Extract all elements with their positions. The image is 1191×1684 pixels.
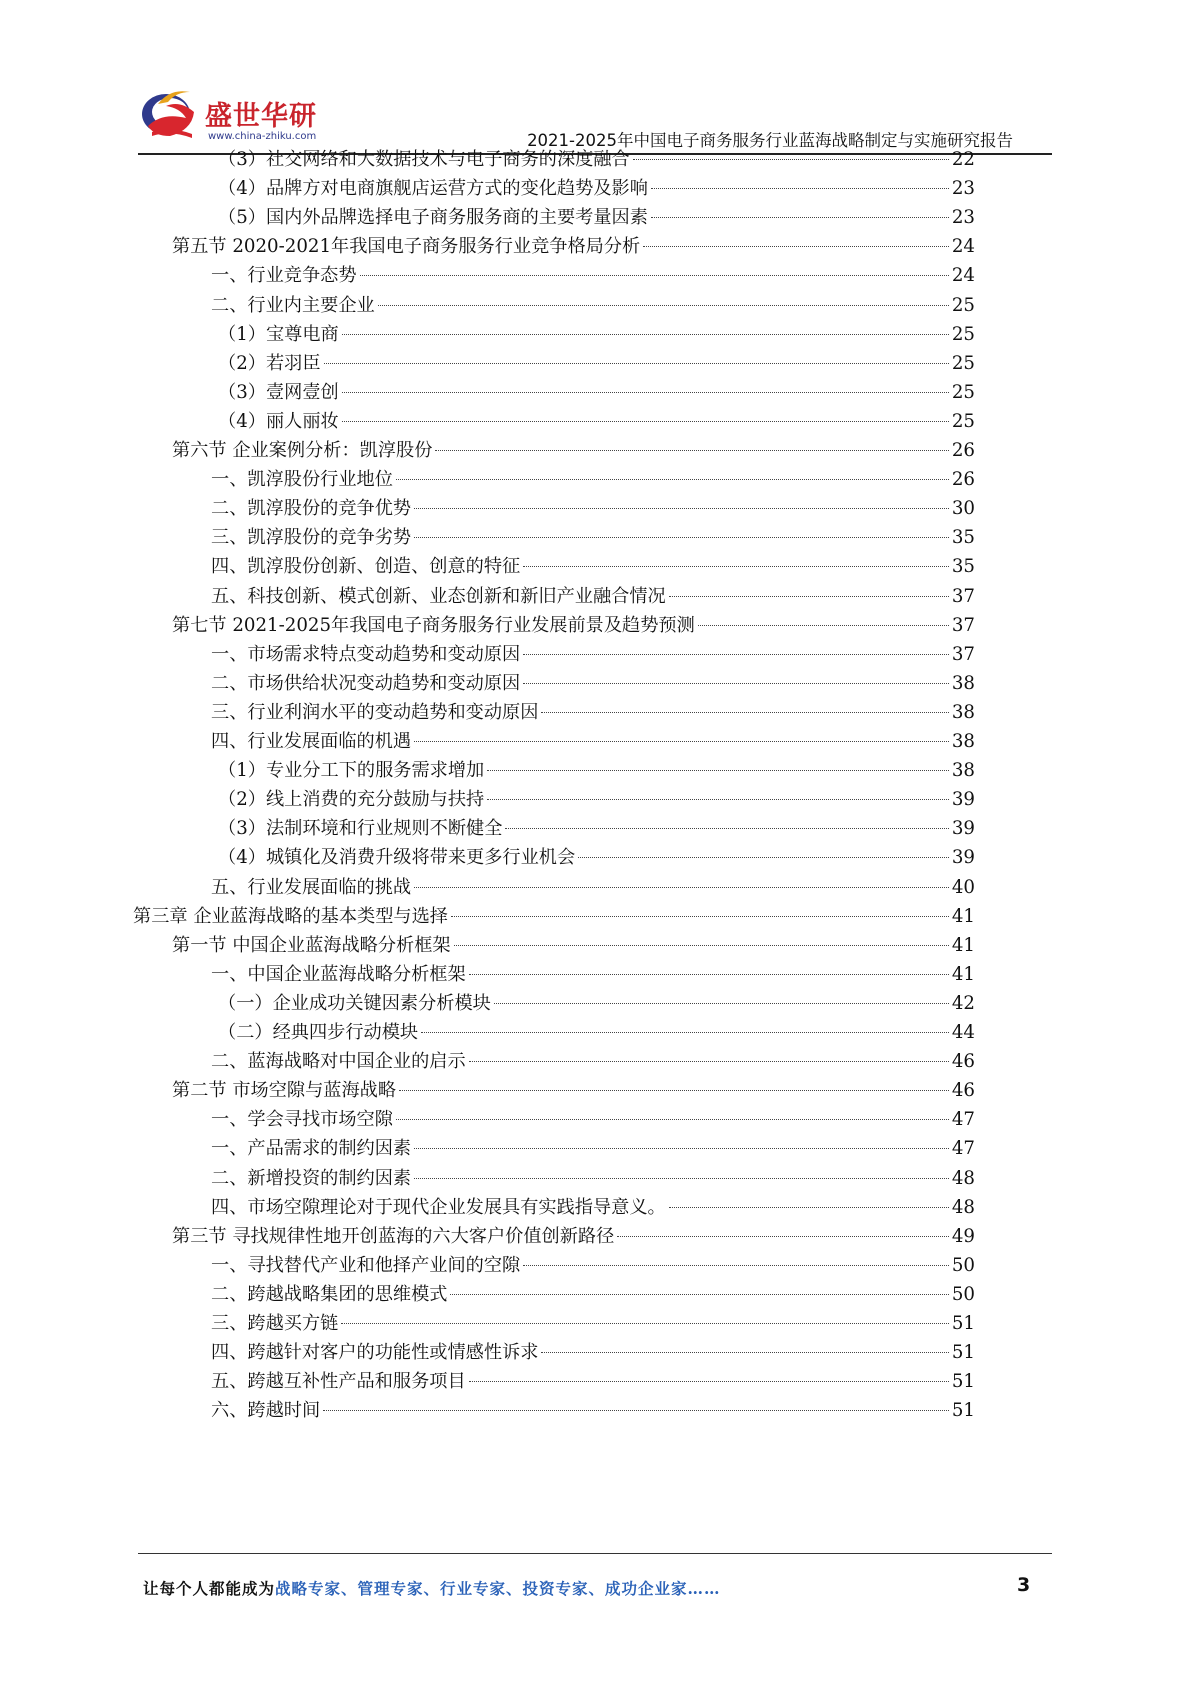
toc-entry-title: 二、凯淳股份的竞争优势 [211, 498, 412, 520]
toc-dot-leader [414, 537, 949, 538]
toc-entry-title: 四、跨越针对客户的功能性或情感性诉求 [211, 1342, 539, 1364]
slogan-highlight: 战略专家、管理专家、行业专家、投资专家、成功企业家…… [275, 1579, 721, 1598]
toc-dot-leader [651, 217, 949, 218]
logo-url: www.china-zhiku.com [208, 131, 317, 142]
toc-entry[interactable] [172, 435, 975, 466]
toc-dot-leader [323, 1410, 949, 1411]
toc-entry-page: 40 [951, 876, 975, 898]
toc-entry-page: 38 [951, 731, 975, 752]
toc-entry-title: 三、跨越买方链 [211, 1313, 339, 1334]
toc-dot-leader [360, 275, 949, 276]
toc-dot-leader [469, 1381, 949, 1382]
toc-entry[interactable] [211, 639, 975, 670]
toc-entry[interactable] [218, 813, 975, 844]
toc-entry-title: （3）社交网络和大数据技术与电子商务的深度融合 [218, 149, 630, 170]
toc-entry-title: 第三节 寻找规律性地开创蓝海的六大客户价值创新路径 [172, 1225, 615, 1247]
toc-dot-leader [523, 654, 949, 655]
toc-entry[interactable] [211, 1366, 975, 1397]
toc-entry[interactable] [172, 610, 975, 641]
toc-dot-leader [399, 1090, 949, 1091]
toc-entry-title: 一、凯淳股份行业地位 [211, 469, 393, 491]
footer-divider [138, 1553, 1052, 1554]
toc-entry[interactable] [211, 1395, 975, 1426]
toc-entry-title: 一、中国企业蓝海战略分析框架 [211, 963, 466, 985]
toc-entry-page: 37 [951, 585, 975, 607]
toc-entry[interactable] [211, 872, 975, 903]
toc-entry[interactable] [218, 1017, 975, 1048]
toc-entry-title: （4）品牌方对电商旗舰店运营方式的变化趋势及影响 [218, 178, 648, 200]
toc-entry[interactable] [211, 1279, 975, 1310]
toc-dot-leader [469, 974, 949, 975]
toc-dot-leader [651, 188, 949, 189]
toc-entry-title: （一）企业成功关键因素分析模块 [218, 992, 491, 1014]
toc-entry[interactable] [211, 1337, 975, 1368]
toc-entry-title: （二）经典四步行动模块 [218, 1022, 419, 1043]
toc-entry-title: （1）宝尊电商 [218, 323, 339, 345]
toc-entry[interactable] [211, 260, 975, 291]
toc-dot-leader [578, 857, 949, 858]
toc-entry[interactable] [218, 988, 975, 1019]
toc-entry-page: 25 [951, 323, 975, 345]
toc-entry[interactable] [211, 1163, 975, 1194]
toc-entry-title: 第一节 中国企业蓝海战略分析框架 [172, 934, 451, 956]
toc-entry[interactable] [211, 1046, 975, 1077]
toc-dot-leader [341, 1323, 949, 1324]
toc-entry-title: 四、行业发展面临的机遇 [211, 731, 412, 752]
toc-dot-leader [435, 450, 948, 451]
toc-dot-leader [342, 392, 949, 393]
toc-dot-leader [505, 828, 948, 829]
toc-dot-leader [396, 479, 949, 480]
toc-entry-title: （4）丽人丽妆 [218, 410, 339, 432]
toc-entry-page: 51 [951, 1400, 975, 1422]
toc-entry-page: 25 [951, 294, 975, 316]
toc-entry[interactable] [211, 1192, 975, 1223]
toc-entry-title: 第六节 企业案例分析：凯淳股份 [172, 440, 433, 461]
toc-dot-leader [487, 770, 949, 771]
toc-entry-page: 50 [951, 1283, 975, 1305]
toc-entry-page: 24 [951, 236, 975, 258]
toc-entry[interactable] [211, 697, 975, 728]
toc-dot-leader [669, 596, 949, 597]
toc-entry-page: 38 [951, 672, 975, 694]
report-title: 2021-2025年中国电子商务服务行业蓝海战略制定与实施研究报告 [527, 131, 1013, 150]
toc-entry-page: 25 [951, 381, 975, 403]
toc-entry[interactable] [218, 173, 975, 204]
toc-entry-title: 三、凯淳股份的竞争劣势 [211, 527, 412, 549]
toc-entry-page: 39 [951, 847, 975, 869]
toc-entry-page: 51 [951, 1313, 975, 1334]
toc-entry-page: 25 [951, 410, 975, 432]
toc-entry[interactable] [211, 551, 975, 582]
toc-entry-title: 二、蓝海战略对中国企业的启示 [211, 1051, 466, 1073]
logo-mark-icon [140, 82, 206, 146]
toc-dot-leader [414, 1148, 949, 1149]
toc-entry[interactable] [133, 901, 975, 932]
toc-entry-page: 39 [951, 818, 975, 840]
toc-entry-page: 48 [951, 1196, 975, 1218]
toc-entry-page: 48 [951, 1167, 975, 1189]
toc-entry-title: （5）国内外品牌选择电子商务服务商的主要考量因素 [218, 207, 648, 229]
toc-entry[interactable] [172, 231, 975, 262]
toc-dot-leader [396, 1119, 949, 1120]
toc-entry-title: 一、寻找替代产业和他择产业间的空隙 [211, 1254, 521, 1276]
toc-entry[interactable] [218, 842, 975, 873]
toc-entry-page: 46 [951, 1080, 975, 1102]
toc-entry-page: 41 [951, 934, 975, 956]
toc-entry-page: 23 [951, 178, 975, 200]
toc-dot-leader [454, 945, 949, 946]
toc-entry-page: 22 [951, 149, 975, 170]
toc-entry-title: 一、市场需求特点变动趋势和变动原因 [211, 643, 521, 665]
toc-entry-title: 二、行业内主要企业 [211, 294, 375, 316]
toc-dot-leader [643, 246, 949, 247]
toc-entry-title: 五、行业发展面临的挑战 [211, 876, 412, 898]
toc-entry-page: 38 [951, 760, 975, 782]
toc-entry-page: 39 [951, 789, 975, 811]
toc-entry[interactable] [211, 581, 975, 612]
toc-dot-leader [633, 159, 949, 160]
toc-entry-title: （3）壹网壹创 [218, 381, 339, 403]
toc-dot-leader [669, 1207, 949, 1208]
toc-dot-leader [541, 712, 948, 713]
toc-entry-page: 37 [951, 614, 975, 636]
footer-slogan [143, 1577, 721, 1599]
toc-entry-title: 一、产品需求的制约因素 [211, 1138, 412, 1160]
toc-entry-title: 一、行业竞争态势 [211, 265, 357, 287]
page-header [0, 0, 1191, 150]
toc-entry-page: 24 [951, 265, 975, 287]
toc-entry[interactable] [218, 144, 975, 175]
toc-dot-leader [414, 887, 949, 888]
toc-entry-page: 41 [951, 963, 975, 985]
toc-entry-page: 23 [951, 207, 975, 229]
toc-entry-page: 25 [951, 352, 975, 374]
toc-entry-page: 30 [951, 498, 975, 520]
toc-entry-title: 五、科技创新、模式创新、业态创新和新旧产业融合情况 [211, 585, 666, 607]
toc-entry-title: 第三章 企业蓝海战略的基本类型与选择 [133, 905, 448, 927]
toc-entry-title: 二、市场供给状况变动趋势和变动原因 [211, 672, 521, 694]
toc-dot-leader [523, 683, 949, 684]
toc-entry-page: 49 [951, 1225, 975, 1247]
toc-entry-title: （2）若羽臣 [218, 352, 321, 374]
toc-entry-page: 26 [951, 469, 975, 491]
toc-entry-title: 四、市场空隙理论对于现代企业发展具有实践指导意义。 [211, 1196, 666, 1218]
toc-entry[interactable] [211, 1250, 975, 1281]
toc-entry[interactable] [218, 377, 975, 408]
toc-entry-page: 35 [951, 556, 975, 578]
toc-entry[interactable] [211, 726, 975, 757]
toc-entry-title: 二、新增投资的制约因素 [211, 1167, 412, 1189]
toc-dot-leader [324, 363, 949, 364]
toc-entry-title: 五、跨越互补性产品和服务项目 [211, 1371, 466, 1393]
toc-dot-leader [494, 1003, 949, 1004]
toc-entry-title: 六、跨越时间 [211, 1400, 321, 1422]
toc-entry[interactable] [218, 784, 975, 815]
toc-entry[interactable] [218, 348, 975, 379]
toc-entry-title: 四、凯淳股份创新、创造、创意的特征 [211, 556, 521, 578]
toc-entry[interactable] [172, 1075, 975, 1106]
toc-entry[interactable] [172, 1221, 975, 1252]
company-logo [140, 82, 340, 148]
toc-entry-title: （1）专业分工下的服务需求增加 [218, 760, 485, 782]
toc-entry-page: 50 [951, 1254, 975, 1276]
toc-dot-leader [451, 916, 949, 917]
toc-entry[interactable] [172, 930, 975, 961]
toc-entry-page: 44 [951, 1022, 975, 1043]
toc-dot-leader [414, 741, 949, 742]
toc-entry-title: 第七节 2021-2025年我国电子商务服务行业发展前景及趋势预测 [172, 614, 695, 636]
toc-entry-page: 47 [951, 1109, 975, 1131]
toc-entry-page: 42 [951, 992, 975, 1014]
toc-dot-leader [450, 1294, 948, 1295]
toc-dot-leader [414, 508, 949, 509]
toc-entry[interactable] [211, 959, 975, 990]
toc-entry-page: 38 [951, 701, 975, 723]
toc-entry-title: 第二节 市场空隙与蓝海战略 [172, 1080, 397, 1102]
toc-dot-leader [342, 421, 949, 422]
toc-entry-page: 37 [951, 643, 975, 665]
logo-name: 盛世华研 [205, 101, 317, 132]
page-number: 3 [1017, 1574, 1031, 1596]
toc-entry[interactable] [211, 1104, 975, 1135]
toc-entry-title: 二、跨越战略集团的思维模式 [211, 1283, 448, 1305]
toc-dot-leader [414, 1178, 949, 1179]
toc-entry-page: 47 [951, 1138, 975, 1160]
toc-dot-leader [523, 566, 949, 567]
toc-entry[interactable] [211, 464, 975, 495]
toc-entry[interactable] [218, 202, 975, 233]
toc-entry[interactable] [211, 522, 975, 553]
toc-entry-title: 一、学会寻找市场空隙 [211, 1109, 393, 1131]
toc-entry-page: 51 [951, 1342, 975, 1364]
toc-entry[interactable] [211, 668, 975, 699]
toc-dot-leader [541, 1352, 948, 1353]
toc-dot-leader [421, 1032, 949, 1033]
slogan-prefix: 让每个人都能成为 [143, 1579, 276, 1598]
toc-dot-leader [469, 1061, 949, 1062]
toc-entry[interactable] [218, 406, 975, 437]
toc-entry[interactable] [218, 319, 975, 350]
toc-entry[interactable] [211, 290, 975, 321]
toc-dot-leader [342, 334, 949, 335]
toc-entry[interactable] [211, 1133, 975, 1164]
toc-entry-page: 46 [951, 1051, 975, 1073]
toc-dot-leader [378, 305, 949, 306]
toc-entry[interactable] [218, 755, 975, 786]
toc-entry-page: 26 [951, 440, 975, 461]
toc-entry-title: 三、行业利润水平的变动趋势和变动原因 [211, 701, 539, 723]
toc-entry-page: 51 [951, 1371, 975, 1393]
toc-entry[interactable] [211, 493, 975, 524]
toc-entry-title: （3）法制环境和行业规则不断健全 [218, 818, 503, 840]
toc-dot-leader [523, 1265, 949, 1266]
toc-entry-page: 41 [951, 905, 975, 927]
toc-dot-leader [698, 625, 949, 626]
toc-entry-title: （2）线上消费的充分鼓励与扶持 [218, 789, 485, 811]
toc-entry-title: （4）城镇化及消费升级将带来更多行业机会 [218, 847, 576, 869]
toc-entry[interactable] [211, 1308, 975, 1339]
toc-dot-leader [617, 1236, 949, 1237]
toc-dot-leader [487, 799, 949, 800]
toc-entry-page: 35 [951, 527, 975, 549]
toc-entry-title: 第五节 2020-2021年我国电子商务服务行业竞争格局分析 [172, 236, 641, 258]
